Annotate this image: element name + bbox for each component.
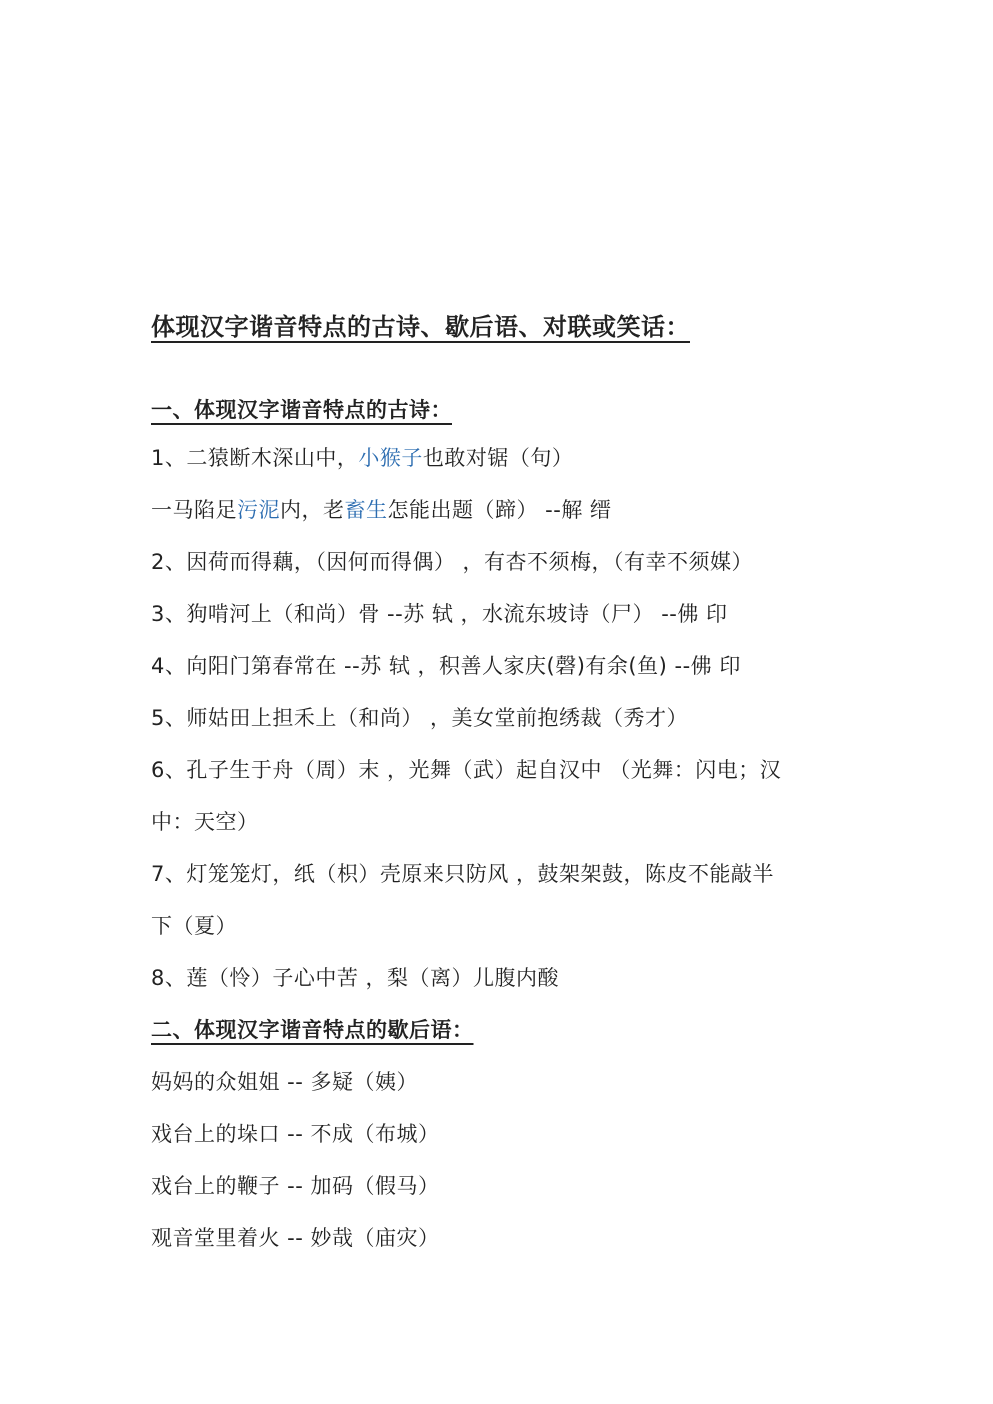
- link-wuni[interactable]: 污泥: [237, 498, 280, 522]
- text-segment: 也敢对锯（句）: [422, 446, 574, 470]
- xiehouyu-item: 观音堂里着火 -- 妙哉（庙灾）: [151, 1226, 440, 1250]
- poem-item-2: 2、因荷而得藕，（因何而得偶） ，有杏不须梅，（有幸不须媒）: [151, 550, 754, 574]
- poem-item-8: 8、莲（怜）子心中苦 ，梨（离）儿腹内酸: [151, 966, 560, 990]
- link-xiaohouzi[interactable]: 小猴子: [358, 446, 423, 470]
- text-segment: 一马陷足: [151, 498, 237, 522]
- section-heading-poems: 一、体现汉字谐音特点的古诗：: [151, 397, 452, 422]
- poem-item-7-line2: 下（夏）: [151, 914, 237, 938]
- xiehouyu-item: 戏台上的鞭子 -- 加码（假马）: [151, 1174, 440, 1198]
- text-segment: 怎能出题（蹄） --解 缙: [387, 498, 612, 522]
- text-segment: 1、二猿断木深山中，: [151, 446, 359, 470]
- poem-item-1a: [151, 443, 573, 473]
- xiehouyu-item: 戏台上的垛口 -- 不成（布城）: [151, 1122, 440, 1146]
- poem-item-6-line2: 中：天空）: [151, 810, 259, 834]
- link-chusheng[interactable]: 畜生: [344, 498, 388, 522]
- section-heading-xiehouyu: 二、体现汉字谐音特点的歇后语：: [151, 1017, 474, 1042]
- page-title: 体现汉字谐音特点的古诗、歇后语、对联或笑话：: [151, 312, 690, 341]
- poem-item-4: 4、向阳门第春常在 --苏 轼 ，积善人家庆(磬)有余(鱼) --佛 印: [151, 654, 741, 678]
- poem-item-3: 3、狗啃河上（和尚）骨 --苏 轼 ，水流东坡诗（尸） --佛 印: [151, 602, 728, 626]
- poem-item-1b: [151, 495, 612, 525]
- xiehouyu-item: 妈妈的众姐姐 -- 多疑（姨）: [151, 1070, 419, 1094]
- poem-item-5: 5、师姑田上担禾上（和尚） ，美女堂前抱绣裁（秀才）: [151, 706, 689, 730]
- poem-item-7-line1: 7、灯笼笼灯，纸（枳）壳原来只防风 ，鼓架架鼓，陈皮不能敲半: [151, 862, 775, 886]
- text-segment: 内，老: [280, 498, 345, 522]
- poem-item-6-line1: 6、孔子生于舟（周）末 ，光舞（武）起自汉中 （光舞：闪电；汉: [151, 758, 782, 782]
